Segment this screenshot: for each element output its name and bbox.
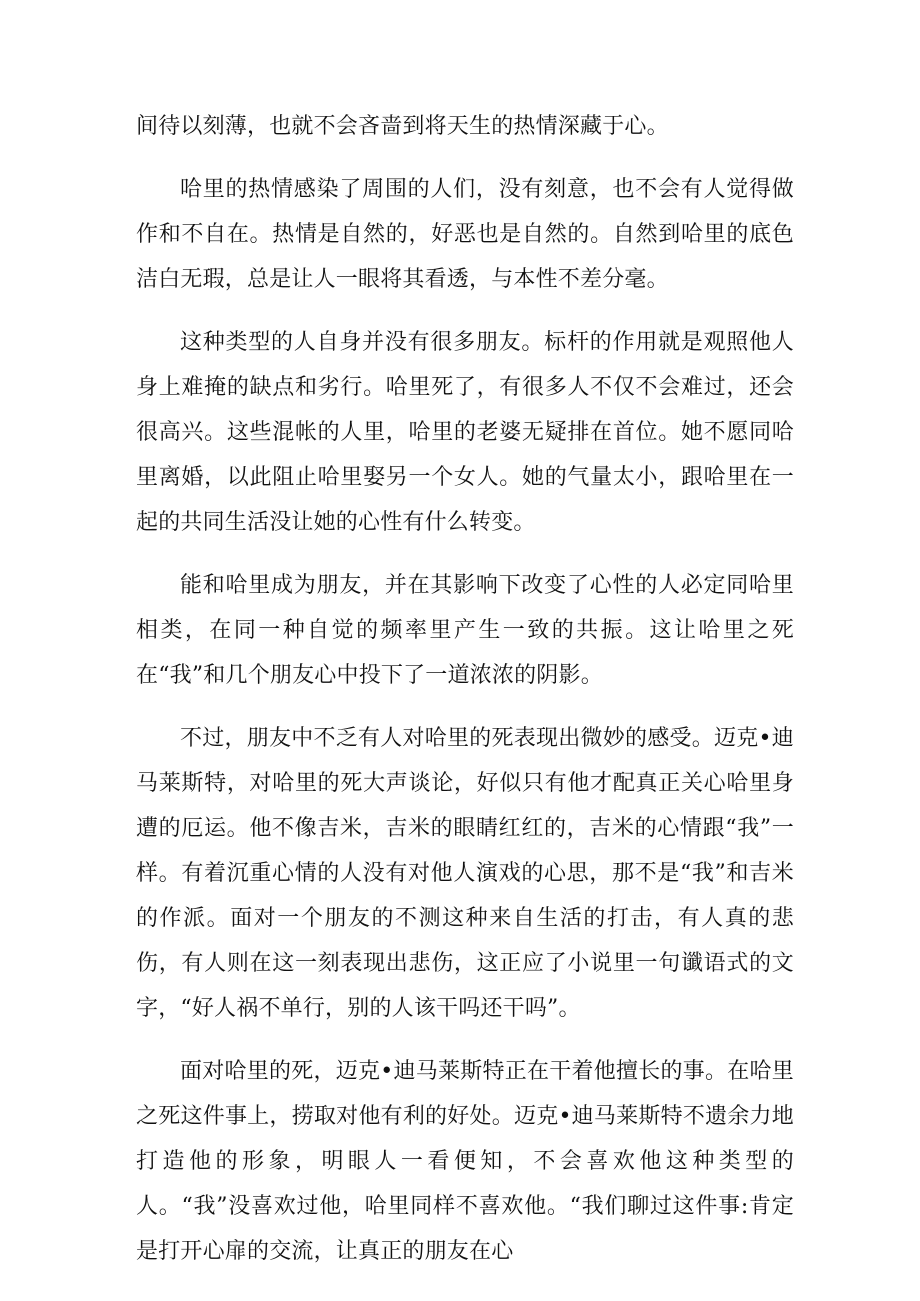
paragraph-2: 哈里的热情感染了周围的人们，没有刻意，也不会有人觉得做作和不自在。热情是自然的，好恶也是自然的。自然到哈里的底色洁白无瑕，总是让人一眼将其看透，与本性不差分毫。 bbox=[136, 177, 794, 292]
paragraph-5: 不过，朋友中不乏有人对哈里的死表现出微妙的感受。迈克•迪马莱斯特，对哈里的死大声谈论，好似只有他才配真正关心哈里身遭的厄运。他不像吉米，吉米的眼睛红红的，吉米的心情跟“我”一样。有着沉重心情的人没有对他人演戏的心思，那不是“我”和吉米的作派。面对一个朋友的不测这种来自生活的打击，有人真的悲伤，有人则在这一刻表现出悲伤，这正应了小说里一句谶语式的文字，“好人祸不单行，别的人该干吗还干吗”。 bbox=[136, 726, 794, 1021]
paragraph-3: 这种类型的人自身并没有很多朋友。标杆的作用就是观照他人身上难掩的缺点和劣行。哈里死了，有很多人不仅不会难过，还会很高兴。这些混帐的人里，哈里的老婆无疑排在首位。她不愿同哈里离婚，以此阻止哈里娶另一个女人。她的气量太小，跟哈里在一起的共同生活没让她的心性有什么转变。 bbox=[136, 330, 794, 535]
paragraph-6: 面对哈里的死，迈克•迪马莱斯特正在干着他擅长的事。在哈里之死这件事上，捞取对他有利的好处。迈克•迪马莱斯特不遗余力地打造他的形象，明眼人一看便知，不会喜欢他这种类型的人。“我”没喜欢过他，哈里同样不喜欢他。“我们聊过这件事:肯定是打开心扉的交流，让真正的朋友在心 bbox=[136, 1059, 794, 1264]
paragraph-4: 能和哈里成为朋友，并在其影响下改变了心性的人必定同哈里相类，在同一种自觉的频率里产生一致的共振。这让哈里之死在“我”和几个朋友心中投下了一道浓浓的阴影。 bbox=[136, 573, 794, 688]
body-text bbox=[136, 104, 794, 1292]
paragraph-1: 间待以刻薄，也就不会吝啬到将天生的热情深藏于心。 bbox=[136, 114, 669, 139]
